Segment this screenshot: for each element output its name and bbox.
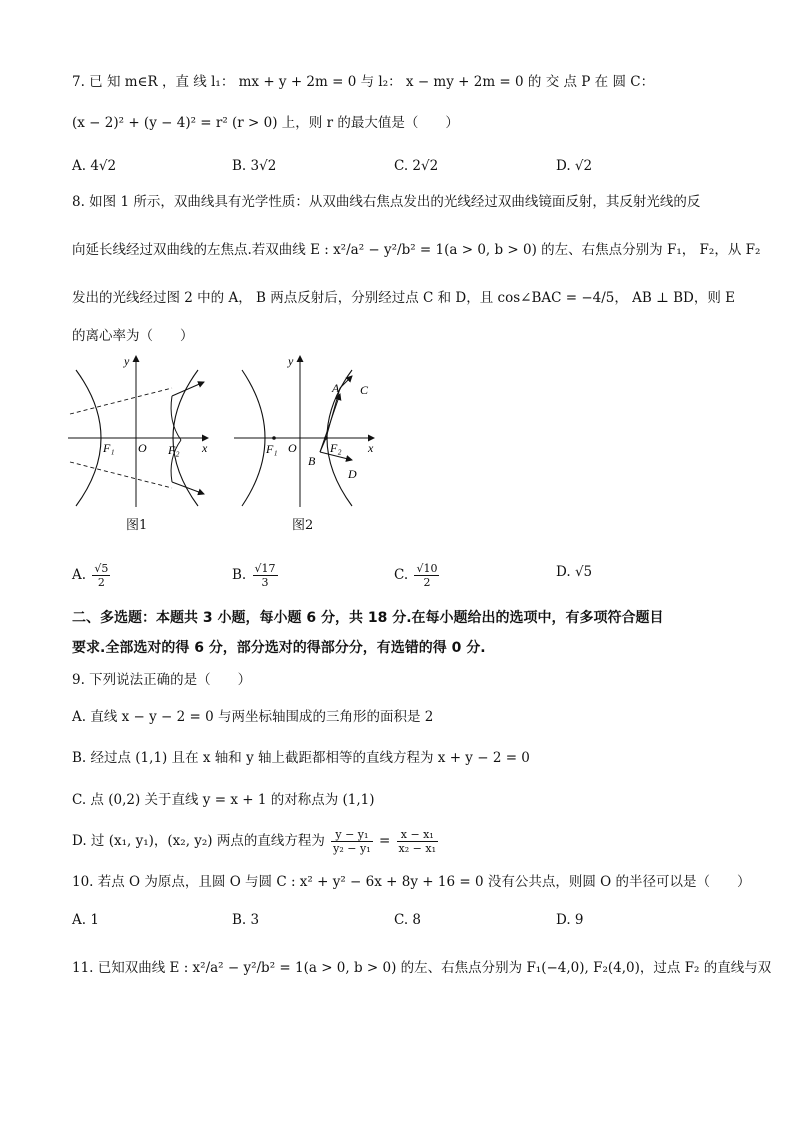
q8-line1: 8. 如图 1 所示，双曲线具有光学性质：从双曲线右焦点发出的光线经过双曲线镜面反射，其反射光线的反: [72, 194, 701, 210]
q10-option-c: C. 8: [394, 912, 422, 928]
q9-stem: 9. 下列说法正确的是（ ）: [72, 672, 252, 688]
q10-option-b: B. 3: [232, 912, 260, 928]
q9-option-a: A. 直线 x − y − 2 = 0 与两坐标轴围成的三角形的面积是 2: [72, 709, 434, 725]
q8-option-a-letter: A.: [72, 567, 87, 583]
q8-option-c-letter: C.: [394, 567, 409, 583]
q8-option-a-num: √5: [94, 562, 109, 575]
figure-2: [234, 352, 384, 512]
q8-option-a: [72, 562, 112, 589]
q8-option-d-value: √5: [574, 564, 593, 580]
fig1-reflected-ray-upper: [172, 382, 204, 396]
q10-option-a: A. 1: [72, 912, 99, 928]
q9-d-den-left: y₂ − y₁: [333, 842, 371, 855]
q8-option-c-frac: [414, 562, 439, 589]
q7-option-c: C. 2√2: [394, 158, 439, 174]
q9-option-d-frac-left: [331, 828, 372, 855]
q9-d-num-left: y − y₁: [331, 828, 372, 842]
fig1-dashed-ray-upper: [70, 388, 172, 414]
fig2-label-o: O: [288, 441, 297, 455]
fig2-label-y: y: [288, 354, 294, 368]
q8-option-c-num: √10: [416, 562, 438, 575]
fig2-focus-f1: [272, 436, 276, 440]
fig1-label-f2: F₂: [168, 443, 180, 457]
q9-d-den-right: x₂ − x₁: [398, 842, 436, 855]
fig2-label-a: A: [332, 381, 340, 395]
q8-option-b-letter: B.: [232, 567, 247, 583]
fig1-dashed-ray-lower: [70, 462, 172, 488]
q10-stem: 10. 若点 O 为原点，且圆 O 与圆 C : x² + y² − 6x + 8y + 16 = 0 没有公共点，则圆 O 的半径可以是（ ）: [72, 874, 751, 890]
fig2-caption: 图2: [292, 518, 314, 533]
fig2-label-f1: F₁: [266, 442, 278, 456]
q10-options: [72, 910, 732, 934]
fig2-label-b: B: [308, 454, 316, 468]
q7-line1: 7. 已 知 m∈R ，直 线 l₁： mx + y + 2m = 0 与 l₂： x − my + 2m = 0 的 交 点 P 在 圆 C：: [72, 74, 655, 90]
fig2-label-f2: F₂: [330, 441, 342, 455]
q9-option-d-prefix: D. 过 (x₁, y₁)，(x₂, y₂) 两点的直线方程为: [72, 833, 325, 849]
fig2-label-d: D: [348, 467, 357, 481]
q9-option-c: C. 点 (0,2) 关于直线 y = x + 1 的对称点为 (1,1): [72, 792, 375, 808]
q7-option-a: A. 4√2: [72, 158, 117, 174]
q11-line1: 11. 已知双曲线 E : x²/a² − y²/b² = 1(a > 0, b > 0) 的左、右焦点分别为 F₁(−4,0), F₂(4,0)，过点 F₂ 的直线与双: [72, 960, 772, 976]
section2-line2: 要求.全部选对的得 6 分，部分选对的得部分分，有选错的得 0 分.: [72, 640, 486, 656]
q7-option-b: B. 3√2: [232, 158, 277, 174]
q8-option-d-letter: D.: [556, 564, 571, 580]
q8-option-c: [394, 562, 441, 589]
q10-option-d: D. 9: [556, 912, 584, 928]
q9-option-d-equals: =: [378, 833, 391, 849]
q7-option-d: D. √2: [556, 158, 593, 174]
fig1-reflected-ray-lower: [172, 482, 204, 494]
q8-option-b-frac: [253, 562, 278, 589]
q9-option-d: [72, 826, 440, 856]
figure-1: [68, 352, 218, 512]
q7-line2: (x − 2)² + (y − 4)² = r² (r > 0) 上，则 r 的最大值是（ ）: [72, 115, 459, 131]
q9-option-d-frac-right: [397, 828, 438, 855]
fig1-caption: 图1: [126, 518, 148, 533]
q9-option-b: B. 经过点 (1,1) 且在 x 轴和 y 轴上截距都相等的直线方程为 x + y − 2 = 0: [72, 750, 530, 766]
q8-options: [72, 552, 732, 592]
q8-line2: 向延长线经过双曲线的左焦点.若双曲线 E : x²/a² − y²/b² = 1(a > 0, b > 0) 的左、右焦点分别为 F₁， F₂，从 F₂: [72, 242, 761, 258]
q7-options: [72, 156, 732, 180]
fig1-label-y: y: [124, 354, 130, 368]
fig1-label-x: x: [202, 441, 208, 455]
fig2-label-c: C: [360, 383, 369, 397]
fig1-label-f1: F₁: [103, 441, 115, 455]
q8-line4: 的离心率为（ ）: [72, 328, 194, 344]
q8-line3: 发出的光线经过图 2 中的 A， B 两点反射后，分别经过点 C 和 D，且 cos∠BAC = −4/5， AB ⊥ BD，则 E: [72, 290, 736, 306]
fig1-label-o: O: [138, 441, 147, 455]
fig2-label-x: x: [368, 441, 374, 455]
q8-option-b-den: 3: [261, 576, 269, 589]
q8-option-b-num: √17: [254, 562, 276, 575]
q8-option-c-den: 2: [423, 576, 431, 589]
q8-option-a-den: 2: [97, 576, 105, 589]
q8-option-a-frac: [92, 562, 110, 589]
q8-option-d: [556, 562, 592, 582]
q9-d-num-right: x − x₁: [397, 828, 438, 842]
section2-line1: 二、多选题：本题共 3 小题，每小题 6 分，共 18 分.在每小题给出的选项中，有多项符合题目: [72, 610, 664, 626]
q8-option-b: [232, 562, 280, 589]
